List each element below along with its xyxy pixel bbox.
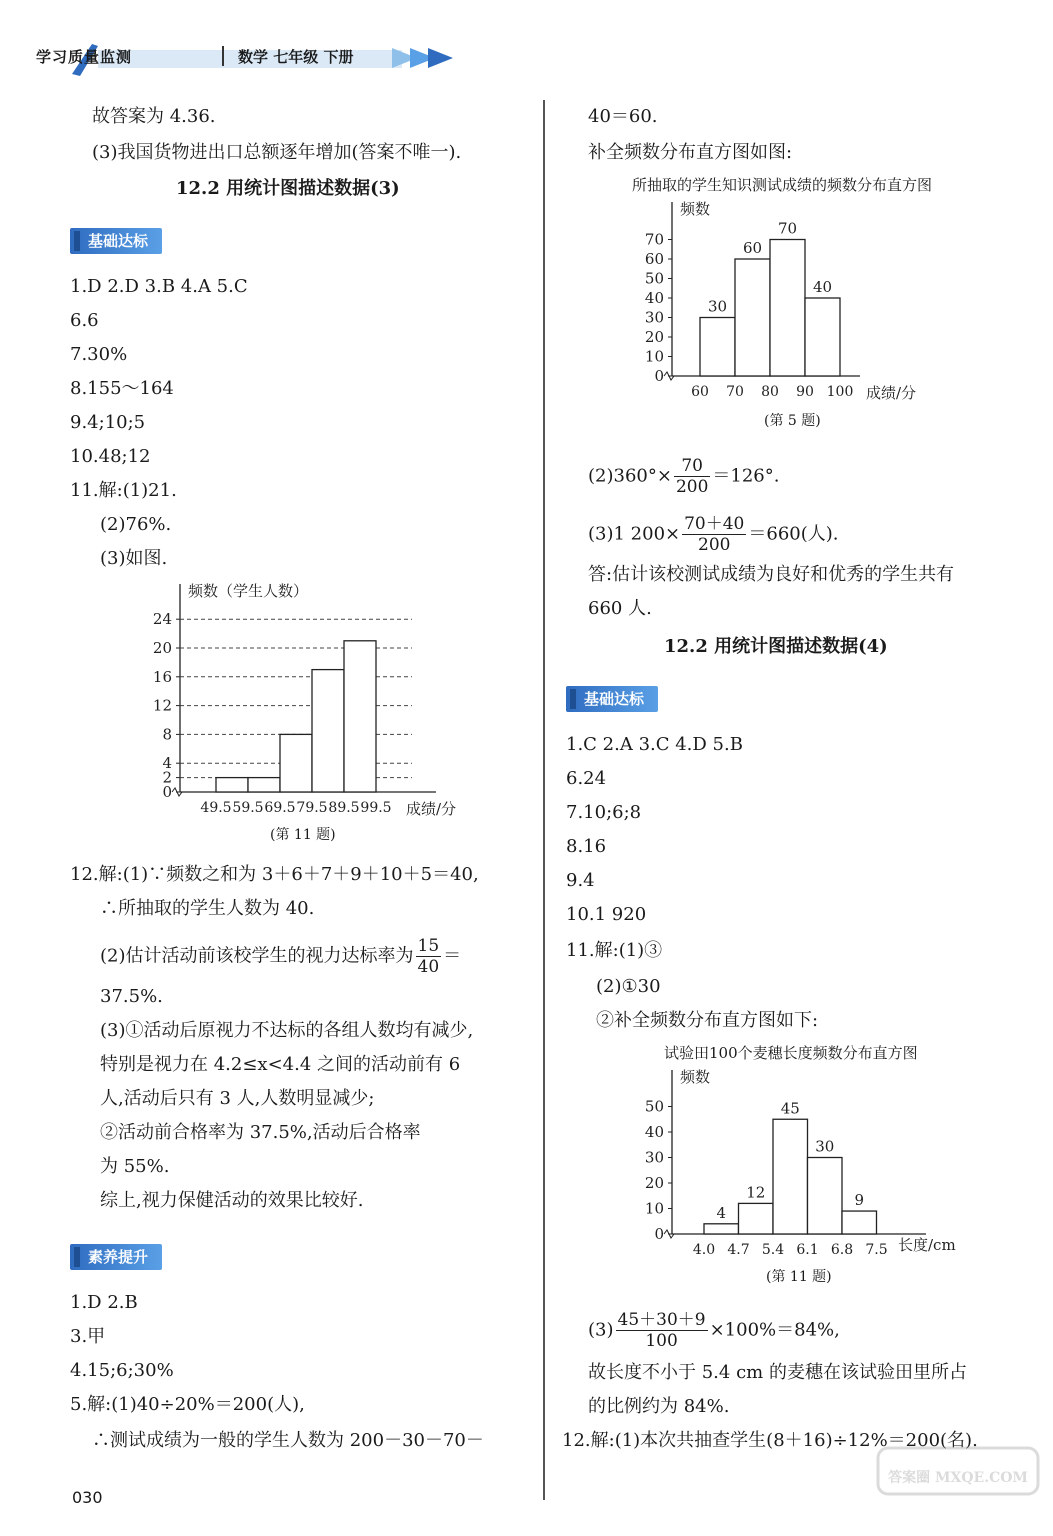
y-tick-label: 10 [644,347,664,366]
answer-text: (3)我国货物进出口总额逐年增加(答案不唯一). [92,142,462,163]
x-tick-label: 6.8 [830,1242,854,1256]
answer-text: ＝660(人). [748,523,839,545]
y-tick-label: 12 [152,696,172,715]
fraction-denominator: 200 [675,477,709,497]
x-tick-label: 7.5 [865,1242,888,1256]
y-axis-label: 频数 [680,200,711,218]
header-subtitle: 数学 七年级 下册 [238,48,354,66]
answer-line: 11.解:(1)21. [70,480,177,501]
x-tick-label: 5.4 [761,1242,785,1256]
answer-text: (2)估计活动前该校学生的视力达标率为 [100,945,414,967]
y-tick-label: 30 [644,1148,664,1167]
answer-line: 9.4 [566,870,595,891]
answer-line [100,936,461,977]
answer-line [588,514,839,555]
answer-line: 6.6 [70,310,99,331]
y-tick-label: 20 [644,328,664,346]
x-axis-label: 成绩/分 [866,384,917,402]
y-tick-label: 20 [644,1174,664,1192]
data-label: 30 [707,297,728,316]
data-label: 12 [746,1183,766,1202]
histogram-q11-wheat [640,1066,970,1256]
fraction [674,456,710,497]
fraction [682,514,746,555]
fraction [416,936,442,977]
answer-text: (2)360°× [588,465,672,487]
histogram-q5-scores [640,196,940,406]
histogram-bar [216,778,248,792]
y-tick-label: 0 [162,783,172,801]
histogram-bar [770,240,805,377]
histogram-bar [842,1211,877,1234]
data-label: 60 [742,239,763,257]
answer-line: 7.10;6;8 [566,802,642,823]
histogram-bar [280,734,312,792]
answer-line: 1.D 2.B [70,1292,138,1313]
x-tick-label: 60 [691,384,709,400]
answer-text: 补全频数分布直方图如图: [588,142,793,163]
y-tick-label: 10 [644,1199,664,1218]
x-tick-label: 4.7 [727,1242,750,1256]
fraction-denominator: 40 [417,957,440,977]
x-tick-label: 6.1 [796,1242,819,1256]
answer-line: (3)①活动后原视力不达标的各组人数均有减少, [100,1020,474,1041]
histogram-bar [805,298,840,376]
section-title: 12.2 用统计图描述数据(4) [664,636,888,657]
answer-line: 答:估计该校测试成绩为良好和优秀的学生共有 [588,564,955,585]
y-tick-label: 60 [644,250,664,268]
answer-line: 6.24 [566,768,607,789]
x-tick-label: 99.5 [360,800,392,816]
watermark-text: 答案圈 MXQE.COM [888,1470,1028,1486]
chart-caption: (第 11 题) [270,827,336,843]
y-axis-label: 频数（学生人数） [188,582,309,600]
answer-line: (2)76%. [100,514,172,535]
x-tick-label: 59.5 [232,800,264,816]
x-tick-label: 4.0 [692,1242,716,1256]
x-tick-label: 79.5 [296,800,328,816]
section-badge: 素养提升 [70,1244,162,1270]
answer-line: 12.解:(1)本次共抽查学生(8＋16)÷12%＝200(名). [562,1430,978,1451]
histogram-bar [773,1119,808,1234]
column-divider [543,100,545,1500]
data-label: 30 [815,1137,835,1156]
x-tick-label: 90 [796,384,814,400]
answer-line: 8.16 [566,836,607,857]
answer-line: 10.48;12 [70,446,151,467]
answer-text: 40＝60. [588,106,658,127]
data-label: 4 [716,1203,727,1222]
answer-line: 11.解:(1)③ [566,940,663,961]
fraction-numerator: 15 [417,936,440,956]
y-tick-label: 0 [654,1225,664,1243]
answer-line: 综上,视力保健活动的效果比较好. [100,1190,364,1211]
y-tick-label: 20 [152,639,172,657]
answer-line: 5.解:(1)40÷20%＝200(人), [70,1394,305,1415]
y-tick-label: 50 [644,1097,664,1116]
answer-line: ∴所抽取的学生人数为 40. [100,898,315,919]
answer-text: ＝126°. [712,465,780,487]
y-tick-label: 4 [162,754,172,773]
answer-line: 10.1 920 [566,904,647,925]
fraction-numerator: 70＋40 [684,514,745,534]
chart-caption: (第 5 题) [764,413,821,429]
fraction-numerator: 70 [674,456,710,477]
answer-line: 故长度不小于 5.4 cm 的麦穗在该试验田里所占 [588,1362,967,1383]
x-tick-label: 49.5 [200,800,232,816]
histogram-bar [700,318,735,377]
answer-line: 人,活动后只有 3 人,人数明显减少; [100,1088,375,1109]
page-number: 030 [72,1488,103,1507]
fraction-numerator: 45＋30＋9 [617,1310,706,1330]
histogram-bar [248,778,280,792]
answer-line: 3.甲 [70,1326,106,1347]
data-label: 40 [812,278,833,296]
histogram-bar [312,670,344,792]
histogram-bar [344,641,376,792]
answer-text: 故答案为 4.36. [92,106,216,127]
y-tick-label: 8 [162,725,172,744]
answer-line: 1.C 2.A 3.C 4.D 5.B [566,734,743,755]
x-tick-label: 70 [726,384,744,400]
y-tick-label: 0 [654,367,664,385]
x-tick-label: 89.5 [328,800,360,816]
answer-line [588,1310,840,1351]
answer-line: ②补全频数分布直方图如下: [596,1010,819,1031]
answer-line: (2)①30 [596,976,661,997]
histogram-q11-scores [150,580,470,820]
answer-line: 8.155～164 [70,378,174,399]
header-separator [222,46,224,66]
answer-line: 9.4;10;5 [70,412,146,433]
answer-line: 4.15;6;30% [70,1360,174,1381]
header-title: 学习质量监测 [36,48,133,66]
y-tick-label: 24 [152,610,172,629]
answer-line: 660 人. [588,598,652,619]
watermark-logo [868,1440,1048,1530]
fraction-denominator: 100 [645,1331,678,1351]
answer-line: 12.解:(1)∵频数之和为 3＋6＋7＋9＋10＋5＝40, [70,864,479,885]
x-tick-label: 80 [761,384,779,400]
section-badge: 基础达标 [70,228,162,254]
answer-line: 7.30% [70,344,128,365]
y-tick-label: 40 [644,289,664,307]
y-tick-label: 2 [162,768,172,787]
fraction [616,1310,708,1351]
y-tick-label: 70 [644,230,664,249]
y-tick-label: 50 [644,269,664,288]
section-title: 12.2 用统计图描述数据(3) [176,178,400,199]
answer-line [588,456,779,497]
histogram-bar [704,1224,739,1234]
y-tick-label: 16 [152,667,172,686]
histogram-bar [735,259,770,376]
answer-line: 为 55%. [100,1156,170,1177]
answer-line: (3)如图. [100,548,168,569]
y-tick-label: 30 [644,308,664,327]
answer-line: ②活动前合格率为 37.5%,活动后合格率 [100,1122,421,1143]
y-axis-label: 频数 [680,1068,711,1086]
data-label: 70 [777,219,798,238]
answer-text: (3) [588,1319,614,1341]
x-tick-label: 100 [826,384,854,400]
chart-title: 试验田100个麦穗长度频数分布直方图 [664,1044,918,1062]
section-badge: 基础达标 [566,686,658,712]
answer-line: 1.D 2.D 3.B 4.A 5.C [70,276,248,297]
x-axis-label: 成绩/分 [406,800,457,818]
x-tick-label: 69.5 [264,800,296,816]
data-label: 45 [780,1099,800,1118]
answer-line: 特别是视力在 4.2≤x<4.4 之间的活动前有 6 [100,1054,461,1075]
answer-text: ×100%＝84%, [709,1319,840,1341]
chart-title: 所抽取的学生知识测试成绩的频数分布直方图 [632,176,933,194]
answer-line: ∴测试成绩为一般的学生人数为 200－30－70－ [92,1430,484,1451]
x-axis-label: 长度/cm [898,1236,956,1254]
answer-line: 的比例约为 84%. [588,1396,730,1417]
fraction-denominator: 200 [698,535,731,555]
answer-text: ＝ [443,945,462,967]
answer-line: 37.5%. [100,986,163,1007]
answer-text: (3)1 200× [588,523,681,545]
data-label: 9 [854,1191,865,1210]
y-tick-label: 40 [644,1123,664,1141]
chart-caption: (第 11 题) [766,1269,832,1285]
histogram-bar [739,1203,774,1234]
histogram-bar [808,1158,843,1235]
